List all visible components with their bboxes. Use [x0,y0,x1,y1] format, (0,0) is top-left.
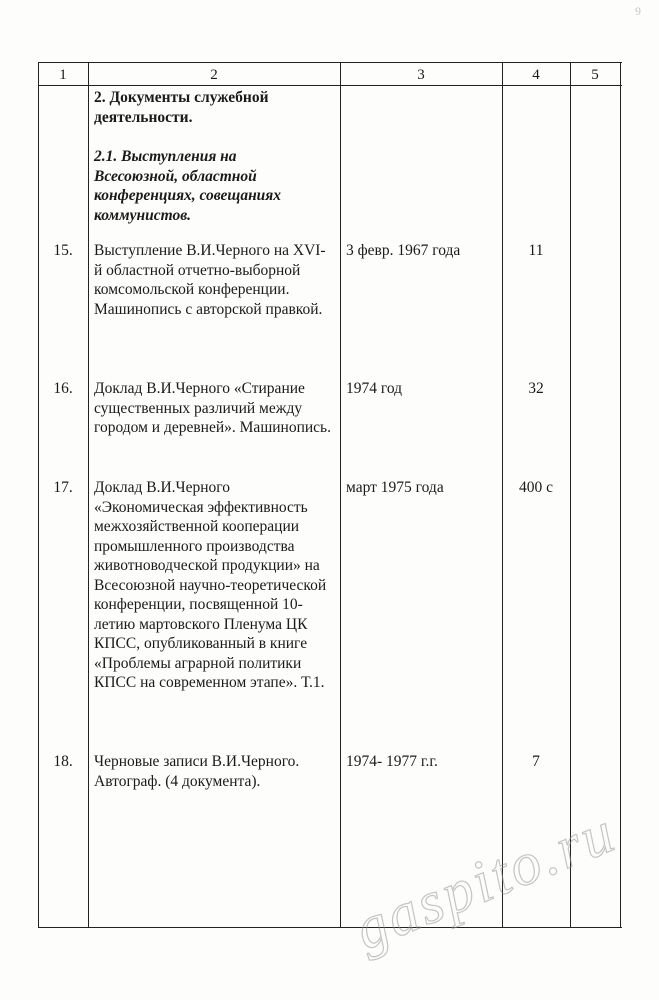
row-count: 11 [528,242,544,259]
subsection-title: 2.1. Выступления на Всесоюзной, областной конференциях, совещаниях коммунистов. [94,148,282,224]
column-divider [38,63,39,927]
page-number: 9 [635,4,641,18]
header-col-3: 3 [417,67,425,83]
column-divider [570,63,571,927]
row-number: 15. [53,242,73,259]
column-divider [88,63,89,927]
column-divider [340,63,341,927]
row-description: Выступление В.И.Черного на XVI- й областной отчетно-выборной комсомольской конференции. Машинопись с авторской правкой. [94,242,326,318]
header-col-4: 4 [532,67,540,83]
header-col-1: 1 [59,67,67,83]
row-description: Доклад В.И.Черного «Стирание существенных различий между городом и деревней». Машинопись. [94,380,332,436]
row-date: 3 февр. 1967 года [346,242,461,259]
row-date: 1974- 1977 г.г. [346,753,438,770]
row-count: 32 [528,380,544,397]
row-number: 18. [53,753,73,770]
inventory-table [38,62,622,928]
header-col-2: 2 [210,67,218,83]
row-number: 16. [53,380,73,397]
header-col-5: 5 [591,67,599,83]
row-count: 7 [532,753,540,770]
row-description: Доклад В.И.Черного «Экономическая эффективность межхозяйственной кооперации промышленного производства животноводческой продукции» на Всесоюзной научно-теоретической конференции, посвященной 10- летию мартовского Пленума ЦК КПСС, опубликованный в книге «Проблемы аграрной политики КПСС на современном этапе». Т.1. [94,479,327,691]
section-title: 2. Документы служебной деятельности. [94,89,269,126]
row-date: 1974 год [346,380,403,397]
row-number: 17. [53,479,73,496]
header-divider [38,85,622,86]
row-description: Черновые записи В.И.Черного. Автограф. (4 документа). [94,753,300,790]
column-divider [620,63,621,927]
row-count: 400 с [518,479,553,496]
row-date: март 1975 года [346,479,444,496]
watermark: gaspito.ru [345,797,626,963]
